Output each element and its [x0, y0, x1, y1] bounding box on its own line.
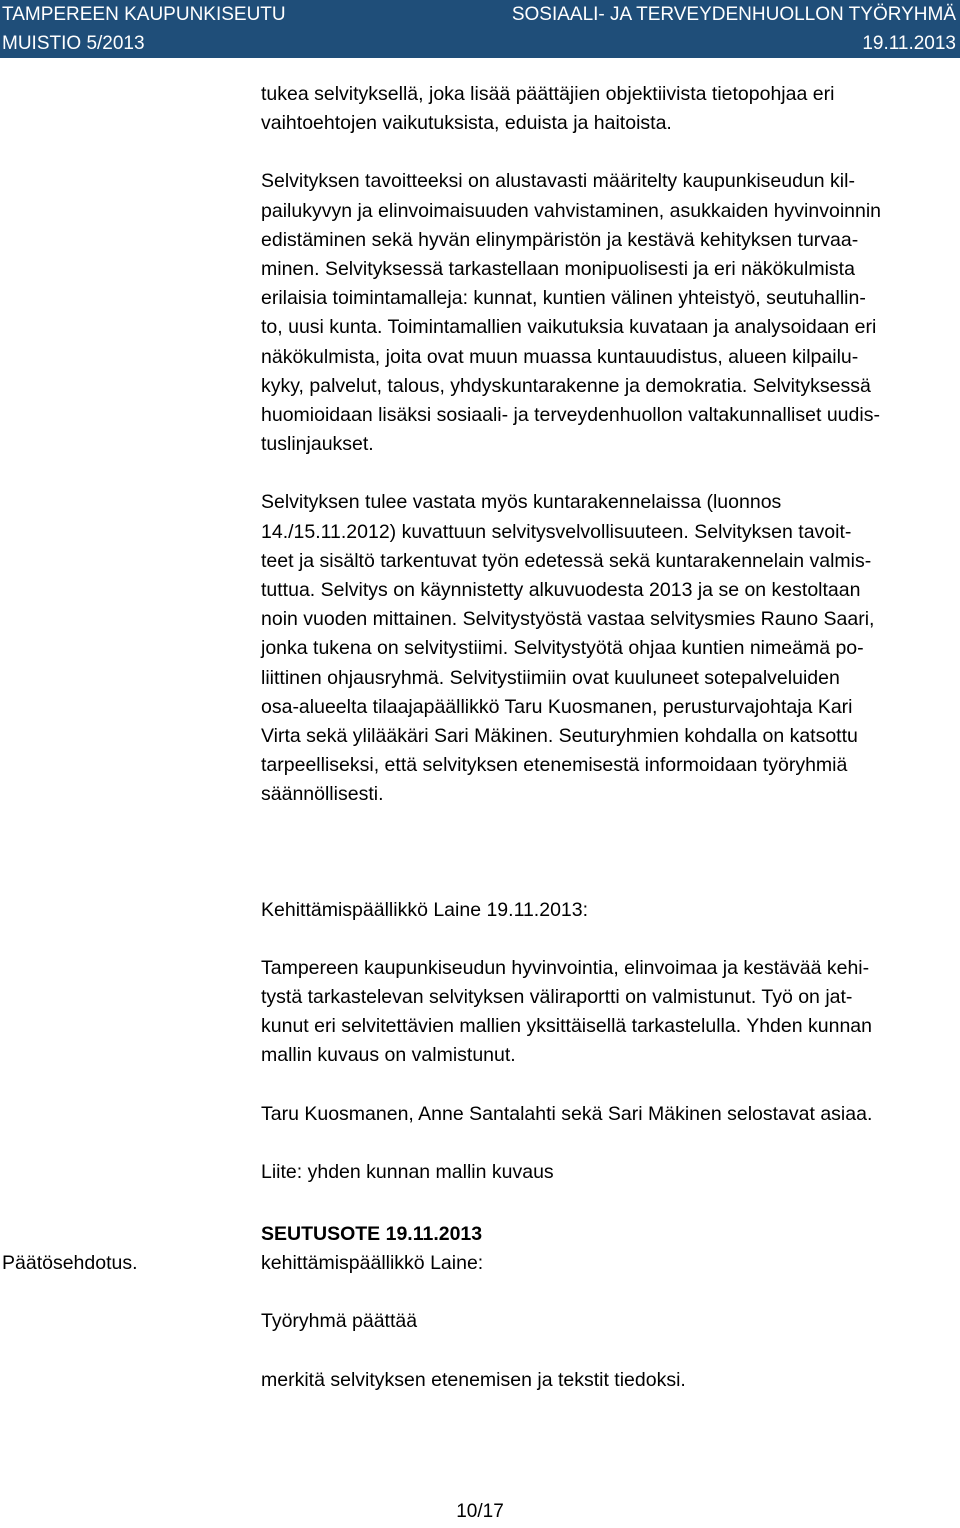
- header-doc-number: MUISTIO 5/2013: [2, 33, 145, 54]
- header-org: TAMPEREEN KAUPUNKISEUTU: [2, 4, 286, 25]
- decision-heading: SEUTUSOTE 19.11.2013: [261, 1223, 483, 1245]
- header-row-bottom: [0, 29, 960, 58]
- text-line: näkökulmista, joita ovat muun muassa kuntauudistus, alueen kilpailu-: [261, 345, 859, 368]
- paragraph-obligation: [261, 488, 951, 809]
- text-line: mallin kuvaus on valmistunut.: [261, 1044, 516, 1067]
- text-line: Virta sekä ylilääkäri Sari Mäkinen. Seuturyhmien kohdalla on katsottu: [261, 725, 858, 748]
- text-line: noin vuoden mittainen. Selvitystyöstä vastaa selvitysmies Rauno Saari,: [261, 608, 875, 631]
- text-line: säännöllisesti.: [261, 783, 384, 806]
- header-row-top: [0, 0, 960, 29]
- text-line: Selvityksen tavoitteeksi on alustavasti määritelty kaupunkiseudun kil-: [261, 170, 855, 193]
- text-line: kunut eri selvitettävien mallien yksittäisellä tarkastelulla. Yhden kunnan: [261, 1015, 872, 1038]
- paragraph-report: [261, 954, 951, 1071]
- text-line: liittinen ohjausryhmä. Selvitystiimiin ovat kuuluneet sotepalveluiden: [261, 666, 840, 689]
- main-body-text: [261, 80, 951, 1187]
- text-line: tarpeelliseksi, että selvityksen etenemisestä informoidaan työryhmiä: [261, 754, 848, 777]
- text-line: vaihtoehtojen vaikutuksista, eduista ja haitoista.: [261, 112, 672, 135]
- decision-line-1: Työryhmä päättää: [261, 1310, 418, 1333]
- decision-section: [261, 1220, 951, 1395]
- text-line: tuttua. Selvitys on käynnistetty alkuvuodesta 2013 ja se on kestoltaan: [261, 579, 861, 602]
- attachment-line: Liite: yhden kunnan mallin kuvaus: [261, 1160, 554, 1183]
- text-line: Selvityksen tulee vastata myös kuntarakennelaissa (luonnos: [261, 491, 782, 514]
- text-line: kyky, palvelut, talous, yhdyskuntarakenne ja demokratia. Selvityksessä: [261, 374, 871, 397]
- decision-proposal-label: Päätösehdotus.: [2, 1252, 138, 1274]
- paragraph-goals: [261, 167, 951, 459]
- header-date: 19.11.2013: [862, 33, 956, 54]
- text-line: pailukyvyn ja elinvoimaisuuden vahvistaminen, asukkaiden hyvinvoinnin: [261, 199, 882, 222]
- text-line: Tampereen kaupunkiseudun hyvinvointia, elinvoimaa ja kestävää kehi-: [261, 956, 870, 979]
- text-line: to, uusi kunta. Toimintamallien vaikutuksia kuvataan ja analysoidaan eri: [261, 316, 877, 339]
- page-number: 10/17: [456, 1501, 504, 1522]
- text-line: osa-alueelta tilaajapäällikkö Taru Kuosmanen, perusturvajohtaja Kari: [261, 695, 853, 718]
- presenter-heading: Kehittämispäällikkö Laine 19.11.2013:: [261, 898, 589, 921]
- decision-presenter: kehittämispäällikkö Laine:: [261, 1252, 484, 1275]
- text-line: 14./15.11.2012) kuvattuun selvitysvelvollisuuteen. Selvityksen tavoit-: [261, 520, 852, 543]
- text-line: tukea selvityksellä, joka lisää päättäjien objektiivista tietopohjaa eri: [261, 83, 835, 105]
- text-line: tystä tarkastelevan selvityksen väliraportti on valmistunut. Työ on jat-: [261, 986, 853, 1009]
- text-line: erilaisia toimintamalleja: kunnat, kuntien välinen yhteistyö, seutuhallin-: [261, 287, 866, 310]
- text-line: huomioidaan lisäksi sosiaali- ja terveydenhuollon valtakunnalliset uudis-: [261, 404, 880, 427]
- text-line: jonka tukena on selvitystiimi. Selvitystyötä ohjaa kuntien nimeämä po-: [261, 637, 864, 660]
- decision-line-2: merkitä selvityksen etenemisen ja tekstit tiedoksi.: [261, 1368, 686, 1391]
- page-header: [0, 0, 960, 58]
- text-line: tuslinjaukset.: [261, 433, 374, 456]
- text-line: teet ja sisältö tarkentuvat työn edetessä sekä kuntarakennelain valmis-: [261, 549, 872, 572]
- paragraph-intro: [261, 80, 951, 138]
- text-line: edistäminen sekä hyvän elinympäristön ja kestävä kehityksen turvaa-: [261, 228, 859, 251]
- paragraph-presenters: Taru Kuosmanen, Anne Santalahti sekä Sari Mäkinen selostavat asiaa.: [261, 1102, 873, 1125]
- text-line: minen. Selvityksessä tarkastellaan monipuolisesti ja eri näkökulmista: [261, 258, 855, 281]
- header-group: SOSIAALI- JA TERVEYDENHUOLLON TYÖRYHMÄ: [511, 4, 956, 25]
